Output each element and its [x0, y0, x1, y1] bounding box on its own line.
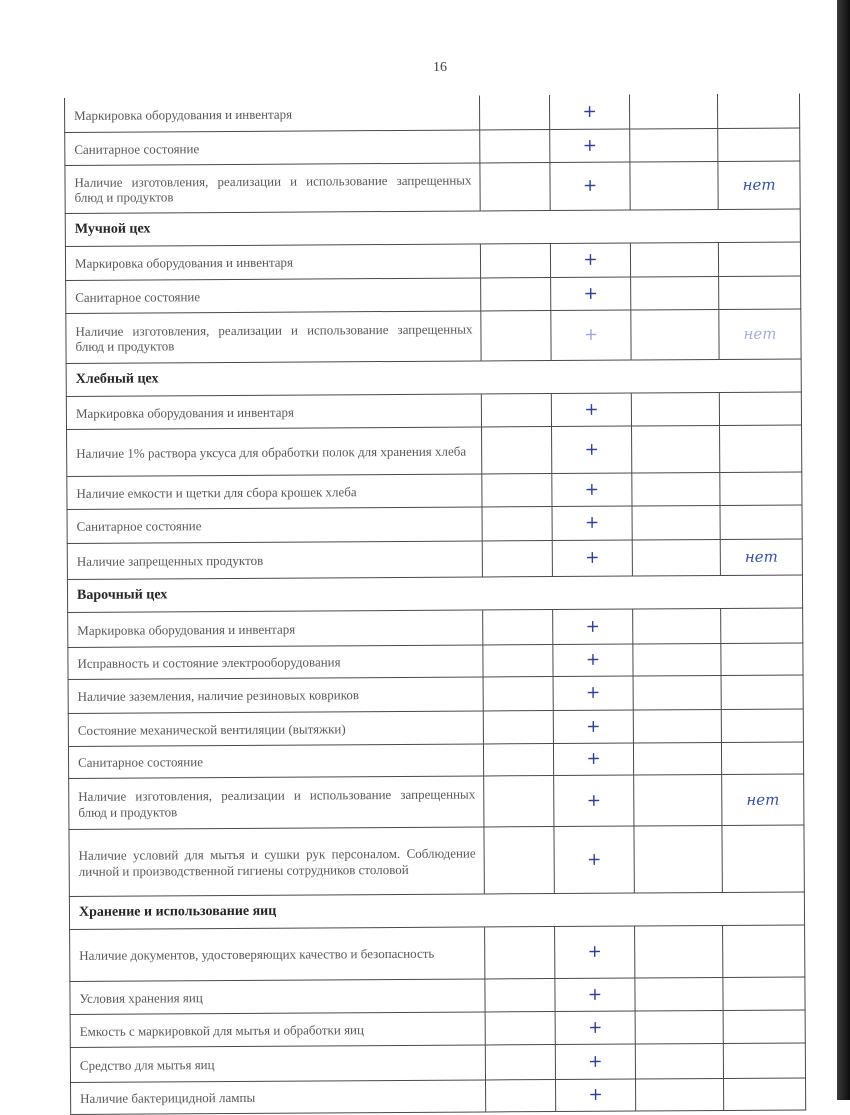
empty-cell: [484, 776, 554, 827]
empty-cell: [481, 278, 551, 311]
table-row: [64, 94, 800, 133]
criterion-cell: [67, 645, 483, 680]
empty-cell: [634, 775, 722, 827]
criterion-cell: [69, 979, 485, 1015]
handwritten-note: нет: [744, 547, 778, 566]
table-row: [66, 472, 802, 509]
mark-cell: [553, 507, 633, 541]
criterion-cell: [68, 744, 484, 779]
criterion-text: Средство для мытья яиц: [79, 1056, 215, 1073]
note-cell: [721, 643, 803, 676]
criterion-text: Наличие бактерицидной лампы: [80, 1090, 256, 1107]
criterion-cell: [65, 244, 481, 281]
empty-cell: [486, 1080, 556, 1112]
criterion-cell: [68, 827, 484, 897]
table-row: [69, 977, 805, 1014]
mark-cell: [555, 927, 635, 979]
empty-cell: [485, 979, 555, 1012]
table-row: [68, 742, 804, 778]
empty-cell: [484, 711, 554, 744]
criterion-cell: [66, 394, 482, 430]
criterion-cell: [64, 163, 480, 214]
handwritten-plus-mark: +: [585, 649, 601, 670]
empty-cell: [484, 677, 554, 711]
note-cell: [724, 1043, 806, 1079]
note-cell: [722, 774, 804, 826]
note-cell: [720, 392, 802, 426]
empty-cell: [634, 676, 722, 711]
section-heading: Варочный цех: [67, 575, 803, 612]
handwritten-note: нет: [742, 175, 776, 194]
empty-cell: [480, 163, 550, 211]
empty-cell: [484, 744, 554, 776]
empty-cell: [483, 610, 553, 645]
criterion-text: Наличие емкости и щетки для сбора крошек хлеба: [76, 483, 357, 501]
checklist-table: [64, 94, 806, 1115]
empty-cell: [481, 244, 551, 278]
criterion-text: Маркировка оборудования и инвентаря: [75, 404, 294, 421]
empty-cell: [632, 393, 720, 427]
empty-cell: [483, 645, 553, 677]
mark-cell: [551, 311, 631, 361]
handwritten-plus-mark: +: [583, 324, 599, 345]
empty-cell: [633, 609, 721, 645]
table-row: [67, 643, 803, 679]
criterion-text: Емкость с маркировкой для мытья и обработки яиц: [79, 1021, 364, 1039]
table-row: [68, 825, 804, 896]
note-cell: [720, 472, 802, 506]
handwritten-plus-mark: +: [585, 616, 600, 637]
empty-cell: [482, 427, 552, 474]
empty-cell: [634, 710, 722, 744]
handwritten-plus-mark: +: [585, 682, 601, 703]
mark-cell: [554, 744, 634, 776]
handwritten-plus-mark: +: [587, 984, 603, 1005]
empty-cell: [631, 243, 719, 278]
criterion-text: Санитарное состояние: [74, 140, 200, 157]
mark-cell: [553, 541, 633, 577]
empty-cell: [630, 94, 718, 130]
note-cell: [719, 243, 801, 278]
handwritten-plus-mark: +: [588, 1051, 603, 1072]
criterion-text: Наличие запрещенных продуктов: [76, 553, 264, 570]
table-row: [68, 774, 804, 829]
note-cell: [723, 925, 805, 977]
note-cell: [722, 675, 804, 710]
table-row: [67, 539, 803, 579]
empty-cell: [486, 1045, 556, 1080]
empty-cell: [484, 827, 554, 894]
table-row: [65, 277, 801, 314]
mark-cell: [550, 130, 630, 163]
handwritten-plus-mark: +: [587, 941, 602, 962]
handwritten-plus-mark: +: [586, 716, 601, 737]
note-cell: [719, 310, 801, 360]
section-heading: Хранение и использование яиц: [69, 892, 805, 929]
mark-cell: [552, 394, 632, 427]
criterion-text: Исправность и состояние электрооборудования: [77, 654, 341, 672]
handwritten-plus-mark: +: [583, 249, 598, 270]
table-row: [66, 392, 802, 429]
table-row: [64, 129, 800, 166]
mark-cell: [554, 677, 634, 711]
criterion-text: Маркировка оборудования и инвентаря: [74, 254, 294, 272]
criterion-cell: [68, 711, 484, 747]
table-row: [70, 1043, 806, 1082]
table-row: [64, 162, 800, 214]
handwritten-plus-mark: +: [585, 547, 600, 568]
empty-cell: [633, 644, 721, 677]
table-row: [68, 709, 804, 746]
empty-cell: [631, 277, 719, 311]
note-cell: [721, 608, 803, 644]
mark-cell: [551, 278, 631, 311]
handwritten-plus-mark: +: [582, 175, 598, 196]
empty-cell: [633, 540, 721, 577]
note-cell: [718, 162, 800, 211]
note-cell: [721, 539, 803, 576]
empty-cell: [482, 394, 552, 427]
note-cell: [724, 1078, 806, 1111]
mark-cell: [554, 827, 634, 894]
table-row: [67, 608, 803, 647]
note-cell: [721, 505, 803, 540]
criterion-cell: [67, 507, 483, 544]
empty-cell: [486, 1012, 556, 1045]
empty-cell: [480, 130, 550, 163]
note-cell: [720, 425, 802, 473]
criterion-text: Наличие изготовления, реализации и использование запрещенных блюд и продуктов: [74, 172, 472, 205]
mark-cell: [553, 645, 633, 677]
table-row: [69, 925, 805, 981]
handwritten-plus-mark: +: [582, 101, 597, 122]
empty-cell: [482, 474, 552, 507]
handwritten-plus-mark: +: [586, 748, 601, 769]
mark-cell: [555, 979, 635, 1012]
criterion-text: Санитарное состояние: [78, 754, 203, 771]
empty-cell: [483, 507, 553, 541]
handwritten-plus-mark: +: [588, 1084, 603, 1105]
criterion-text: Наличие 1% раствора уксуса для обработки полок для хранения хлеба: [76, 443, 467, 461]
empty-cell: [633, 506, 721, 541]
criterion-cell: [65, 311, 481, 364]
table-row: [70, 1078, 806, 1114]
empty-cell: [635, 926, 723, 979]
criterion-text: Состояние механической вентиляции (вытяжки): [77, 721, 346, 738]
empty-cell: [483, 541, 553, 577]
note-cell: [718, 129, 800, 163]
handwritten-plus-mark: +: [584, 439, 599, 460]
criterion-cell: [70, 1012, 486, 1048]
handwritten-plus-mark: +: [588, 1017, 603, 1038]
criterion-cell: [65, 278, 481, 314]
criterion-text: Условия хранения яиц: [79, 989, 203, 1006]
empty-cell: [630, 162, 718, 211]
section-heading: Хлебный цех: [66, 359, 802, 396]
criterion-cell: [68, 677, 484, 714]
criterion-text: Наличие изготовления, реализации и использование запрещенных блюд и продуктов: [78, 786, 476, 820]
note-cell: [724, 1010, 806, 1044]
criterion-text: Маркировка оборудования и инвентаря: [77, 621, 296, 638]
criterion-text: Наличие заземления, наличие резиновых ковриков: [77, 687, 360, 705]
table-row: [65, 310, 801, 364]
criterion-text: Санитарное состояние: [75, 288, 201, 305]
empty-cell: [631, 310, 719, 361]
handwritten-plus-mark: +: [583, 283, 598, 304]
mark-cell: [556, 1012, 636, 1045]
empty-cell: [630, 129, 718, 163]
criterion-cell: [70, 1045, 486, 1083]
criterion-text: Маркировка оборудования и инвентаря: [74, 106, 293, 123]
empty-cell: [636, 1079, 724, 1112]
criterion-cell: [69, 927, 485, 982]
handwritten-plus-mark: +: [584, 399, 599, 420]
criterion-cell: [67, 541, 483, 580]
criterion-cell: [64, 95, 480, 133]
empty-cell: [634, 826, 722, 894]
mark-cell: [552, 474, 632, 507]
handwritten-plus-mark: +: [582, 135, 597, 156]
empty-cell: [632, 473, 720, 507]
scan-dark-edge: [837, 0, 850, 1100]
table-row: [68, 675, 804, 713]
note-cell: [719, 277, 801, 311]
mark-cell: [551, 244, 631, 278]
empty-cell: [485, 927, 555, 979]
mark-cell: [552, 427, 632, 474]
criterion-cell: [68, 776, 484, 830]
empty-cell: [634, 743, 722, 776]
table-row: [65, 243, 801, 281]
criterion-cell: [64, 130, 480, 166]
handwritten-note: нет: [743, 324, 777, 343]
table-row: [66, 425, 802, 476]
empty-cell: [636, 1011, 724, 1045]
criterion-text: Наличие документов, удостоверяющих качество и безопасность: [79, 946, 435, 964]
mark-cell: [554, 776, 634, 827]
mark-cell: [554, 711, 634, 744]
mark-cell: [556, 1080, 636, 1112]
handwritten-plus-mark: +: [584, 479, 600, 500]
criterion-cell: [70, 1080, 486, 1115]
mark-cell: [556, 1045, 636, 1080]
table-row: [70, 1010, 806, 1047]
criterion-text: Наличие изготовления, реализации и использование запрещенных блюд и продуктов: [75, 321, 473, 354]
empty-cell: [481, 311, 551, 361]
handwritten-note: нет: [746, 790, 780, 809]
note-cell: [722, 709, 804, 743]
note-cell: [723, 977, 805, 1011]
empty-cell: [480, 95, 550, 130]
table-row: [67, 505, 803, 543]
page-number: 16: [433, 60, 447, 75]
note-cell: [722, 742, 804, 775]
handwritten-plus-mark: +: [586, 790, 601, 811]
empty-cell: [636, 1044, 724, 1080]
handwritten-plus-mark: +: [584, 512, 600, 533]
note-cell: [722, 825, 804, 892]
criterion-cell: [67, 610, 483, 648]
mark-cell: [553, 610, 633, 645]
empty-cell: [635, 978, 723, 1012]
empty-cell: [632, 426, 720, 474]
criterion-cell: [66, 474, 482, 510]
note-cell: [718, 94, 800, 130]
mark-cell: [550, 95, 630, 130]
criterion-cell: [66, 427, 482, 477]
criterion-text: Наличие условий для мытья и сушки рук персоналом. Соблюдение личной и производственной гигиены сотрудников столовой: [78, 845, 476, 879]
handwritten-plus-mark: +: [586, 849, 602, 870]
mark-cell: [550, 163, 630, 211]
section-heading: Мучной цех: [65, 210, 801, 247]
criterion-text: Санитарное состояние: [76, 518, 202, 535]
